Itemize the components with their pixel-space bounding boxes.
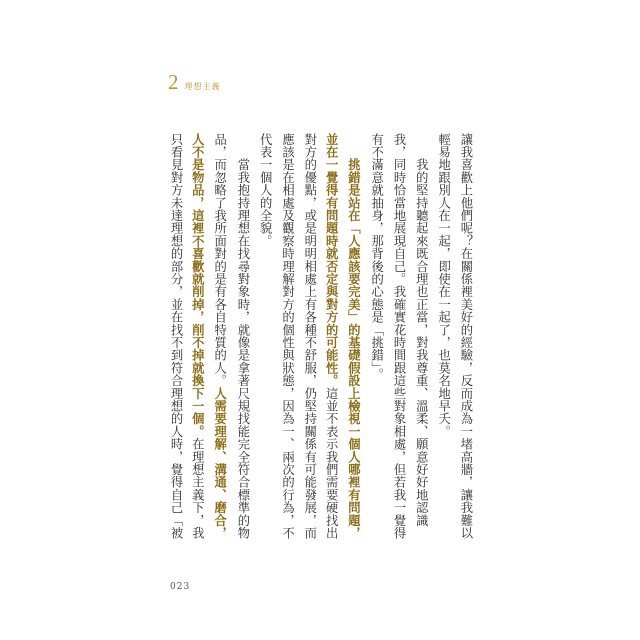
text-segment: 只看見對方未達理想的部分，並在找不到符合理想的人時，覺得自己「被 — [169, 133, 183, 540]
text-column — [458, 133, 473, 561]
text-segment: 我的堅持聽起來既合理也正當，對我尊重、溫柔、願意好好地認識 — [414, 133, 429, 527]
highlighted-text: 並在一覺得有問題時就否定與對方的可能性。 — [324, 133, 340, 387]
text-segment: 這並不表示我們需要硬找出 — [324, 387, 339, 540]
text-segment: 對方的優點，或是明明相處上有各種不舒服，仍堅持關係有可能發展，而 — [302, 133, 317, 540]
text-segment: 輕易地跟別人在一起，即使在一起了，也莫名地早夭。 — [436, 133, 451, 438]
text-column — [280, 133, 295, 561]
text-column — [369, 133, 384, 561]
text-column — [235, 133, 250, 561]
page-number: 023 — [170, 582, 191, 592]
chapter-number: 2 — [168, 70, 179, 94]
text-column — [213, 133, 228, 561]
text-column — [257, 133, 272, 561]
text-column — [391, 133, 406, 561]
text-segment: 當我抱持理想在找尋對象時，就像是拿著尺規找能完全符合標準的物 — [235, 133, 250, 540]
text-segment: 有不滿意就抽身，那背後的心態是「挑錯」。 — [369, 133, 384, 381]
text-column — [190, 133, 205, 561]
text-segment: 在理想主義下，我 — [190, 437, 205, 540]
highlighted-text: 挑錯是站在「人應該要完美」的基礎假設上檢視一個人哪裡有問題， — [346, 158, 362, 540]
text-column — [324, 133, 339, 561]
text-segment: 讓我喜歡上他們呢？在關係裡美好的經驗，反而成為一堵高牆，讓我難以 — [458, 133, 473, 540]
text-column — [302, 133, 317, 561]
chapter-title: 理想主義 — [184, 82, 221, 91]
text-segment: 代表一個人的全貌。 — [258, 133, 273, 248]
text-column — [413, 133, 428, 561]
text-segment: 我，同時恰當地展現自己。我確實花時間跟這些對象相處，但若我一覺得 — [392, 133, 406, 540]
text-segment: 應該是在相處及觀察時理解對方的個性與狀態，因為一、兩次的行為，不 — [280, 133, 295, 540]
text-segment — [346, 133, 360, 158]
text-column — [168, 133, 183, 561]
highlighted-text: 人不是物品，這裡不喜歡就削掉，削不掉就換下一個。 — [190, 133, 206, 438]
body-text — [168, 133, 477, 561]
chapter-header — [168, 70, 221, 95]
text-segment: 品，而忽略了我所面對的是有各自特質的人。 — [212, 133, 227, 387]
text-column — [436, 133, 451, 561]
highlighted-text: 人需要理解、溝通、磨合， — [212, 387, 228, 540]
text-column — [346, 133, 361, 561]
